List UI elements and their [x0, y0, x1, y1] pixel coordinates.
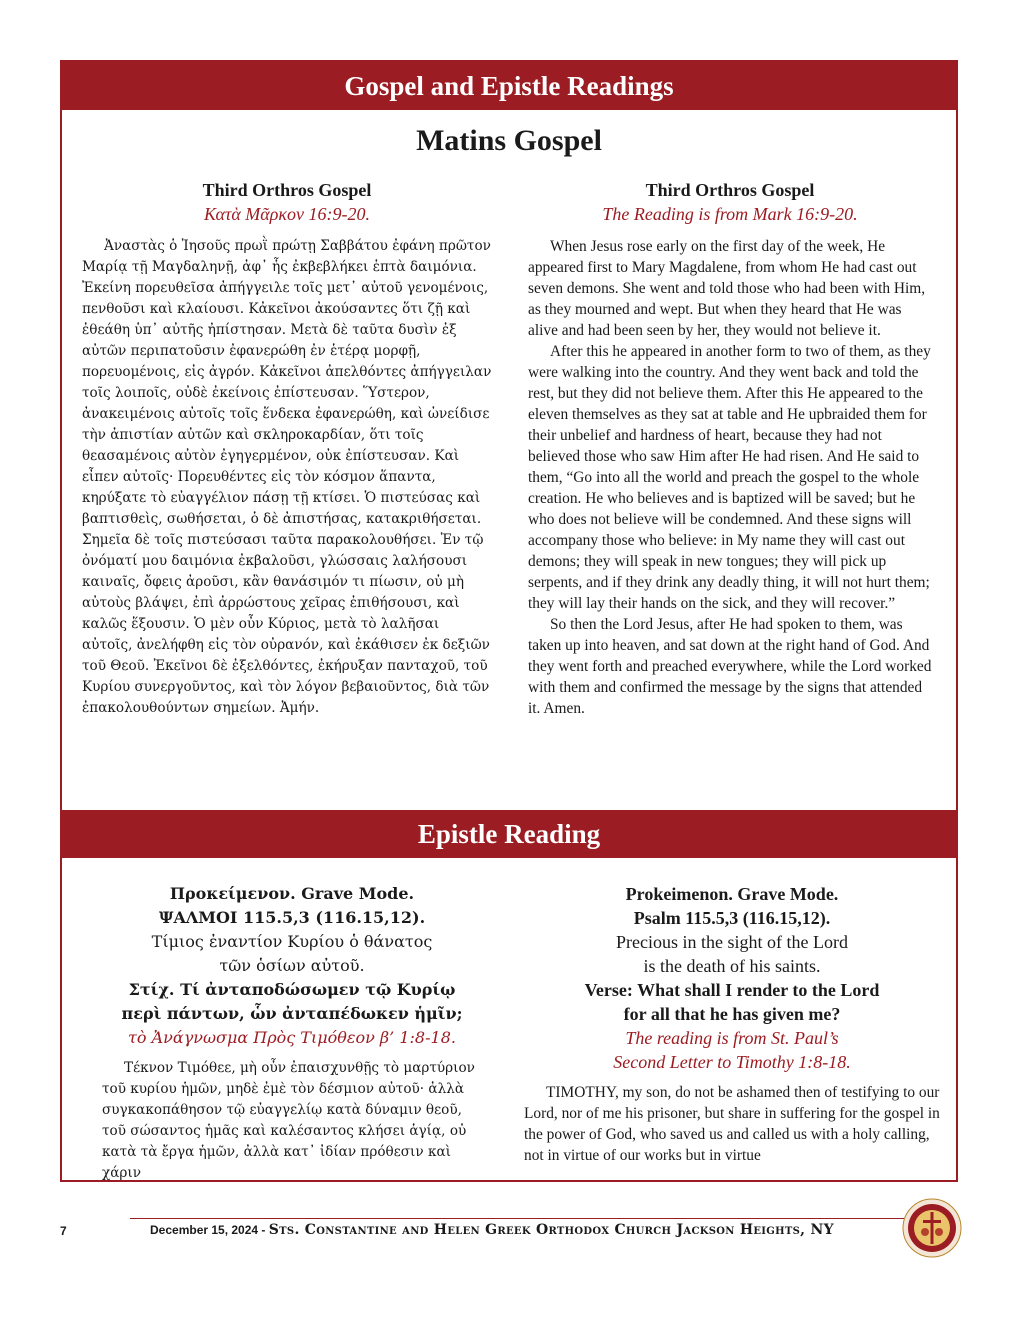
epistle-english-column [524, 882, 940, 1166]
gospel-greek-title: Third Orthros Gospel [202, 180, 372, 200]
psalm-line-greek: Τίμιος ἐναντίον Κυρίου ὁ θάνατος [151, 932, 433, 951]
epistle-banner: Epistle Reading [62, 810, 956, 858]
readings-banner: Gospel and Epistle Readings [62, 62, 956, 110]
footer-separator: - [261, 1223, 266, 1237]
verse-english: Verse: What shall I render to the Lord [584, 980, 880, 1000]
psalm-line-greek: τῶν ὁσίων αὐτοῦ. [219, 956, 365, 975]
epistle-greek-column [102, 882, 482, 1184]
psalm-greek: ΨΑΛΜΟΙ 115.5,3 (116.15,12). [158, 908, 426, 927]
gospel-english-title: Third Orthros Gospel [645, 180, 815, 200]
verse-english: for all that he has given me? [623, 1004, 841, 1024]
psalm-line-english: Precious in the sight of the Lord [616, 932, 848, 952]
footer-info [150, 1222, 834, 1238]
footer-date: December 15, 2024 [150, 1223, 259, 1237]
footer-church-name: Sts. Constantine and Helen Greek Orthodox Church Jackson Heights, NY [268, 1222, 834, 1238]
page-footer [60, 1222, 958, 1242]
psalm-line-english: is the death of his saints. [643, 956, 821, 976]
footer-divider [130, 1218, 956, 1219]
page-number: 7 [60, 1224, 67, 1238]
gospel-english-column [528, 178, 932, 719]
epistle-greek-reference: τὸ Ἀνάγνωσμα Πρὸς Τιμόθεον β’ 1:8-18. [128, 1028, 456, 1047]
gospel-english-reference: The Reading is from Mark 16:9-20. [602, 204, 858, 224]
epistle-english-reference: Second Letter to Timothy 1:8-18. [613, 1052, 851, 1072]
verse-greek: Στίχ. Τί ἀνταποδώσωμεν τῷ Κυρίῳ [128, 980, 456, 999]
gospel-greek-text: Ἀναστὰς ὁ Ἰησοῦς πρωῒ πρώτῃ Σαββάτου ἐφάνη πρῶτον Μαρίᾳ τῇ Μαγδαληνῇ, ἀφ᾽ ἧς ἐκβεβλήκει ἑπτὰ δαιμόνια. Ἐκείνη πορευθεῖσα ἀπήγγειλε τοῖς μετ᾽ αὐτοῦ γενομένοις, πενθοῦσι καὶ κλαίουσι. Κἀκεῖνοι ἀκούσαντες ὅτι ζῇ καὶ ἐθεάθη ὑπ᾽ αὐτῆς ἠπίστησαν. Μετὰ δὲ ταῦτα δυσὶν ἐξ αὐτῶν περιπατοῦσιν ἐφανερώθη ἐν ἑτέρᾳ μορφῇ, πορευομένοις, εἰς ἀγρόν. Κἀκεῖνοι ἀπελθόντες ἀπήγγειλαν τοῖς λοιποῖς, οὐδὲ ἐκείνοις ἐπίστευσαν. Ὕστερον, ἀνακειμένοις αὐτοῖς τοῖς ἕνδεκα ἐφανερώθη, καὶ ὠνείδισε τὴν ἀπιστίαν αὐτῶν καὶ σκληροκαρδίαν, ὅτι τοῖς θεασαμένοις αὐτὸν ἐγηγερμένον, οὐκ ἐπίστευσαν. Καὶ εἶπεν αὐτοῖς· Πορευθέντες εἰς τὸν κόσμον ἅπαντα, κηρύξατε τὸ εὐαγγέλιον πάσῃ τῇ κτίσει. Ὁ πιστεύσας καὶ βαπτισθεὶς, σωθήσεται, ὁ δὲ ἀπιστήσας, κατακριθήσεται. Σημεῖα δὲ τοῖς πιστεύσασι ταῦτα παρακολουθήσει. Ἐν τῷ ὀνόματί μου δαιμόνια ἐκβαλοῦσι, γλώσσαις λαλήσουσι καιναῖς, ὄφεις ἀροῦσι, κἂν θανάσιμόν τι πίωσιν, οὐ μὴ αὐτοὺς βλάψει, ἐπὶ ἀρρώστους χεῖρας ἐπιθήσουσι, καὶ καλῶς ἕξουσιν. Ὁ μὲν οὖν Κύριος, μετὰ τὸ λαλῆσαι αὐτοῖς, ἀνελήφθη εἰς τὸν οὐρανόν, καὶ ἐκάθισεν ἐκ δεξιῶν τοῦ Θεοῦ. Ἐκεῖνοι δὲ ἐξελθόντες, ἐκήρυξαν πανταχοῦ, τοῦ Κυρίου συνεργοῦντος, καὶ τὸν λόγον βεβαιοῦντος, διὰ τῶν ἐπακολουθούντων σημείων. Ἀμήν. [82, 238, 492, 716]
epistle-english-reference: The reading is from St. Paul’s [625, 1028, 839, 1048]
prokeimenon-greek: Προκείμενον. Grave Mode. [169, 884, 415, 903]
church-seal-icon [902, 1198, 962, 1258]
epistle-greek-text: Τέκνον Τιμόθεε, μὴ οὖν ἐπαισχυνθῇς τὸ μαρτύριον τοῦ κυρίου ἡμῶν, μηδὲ ἐμὲ τὸν δέσμιον αὐτοῦ· ἀλλὰ συγκακοπάθησον τῷ εὐαγγελίῳ κατὰ δύναμιν θεοῦ, τοῦ σώσαντος ἡμᾶς καὶ καλέσαντος κλήσει ἁγίᾳ, οὐ κατὰ τὰ ἔργα ἡμῶν, ἀλλὰ κατ᾽ ἰδίαν πρόθεσιν καὶ χάριν [102, 1060, 475, 1181]
gospel-greek-column [82, 178, 492, 719]
gospel-english-paragraph: After this he appeared in another form to two of them, as they were walking into the country. And they went back and told the rest, but they did not believe them. After this He appeared to the eleven themselves as they sat at table and He upbraided them for their unbelief and hardness of heart, because they had not believed those who saw Him after He had risen. And He said to them, “Go into all the world and preach the gospel to the whole creation. He who believes and is baptized will be saved; but he who does not believe will be condemned. And these signs will accompany those who believe: in My name they will cast out demons; they will speak in new tongues; they will pick up serpents, and if they drink any deadly thing, it will not hurt them; they will lay their hands on the sick, and they will recover.” [528, 343, 931, 612]
verse-greek: περὶ πάντων, ὧν ἀνταπέδωκεν ἡμῖν; [121, 1004, 463, 1023]
readings-frame [60, 60, 958, 1182]
gospel-english-paragraph: When Jesus rose early on the first day of the week, He appeared first to Mary Magdalene, from whom He had cast out seven demons. She went and told those who had been with Him, as they mourned and wept. But when they heard that He was alive and had been seen by her, they would not believe it. [528, 238, 926, 339]
epistle-english-text: TIMOTHY, my son, do not be ashamed then of testifying to our Lord, nor of me his prisoner, but share in suffering for the gospel in the power of God, who saved us and called us with a holy calling, not in virtue of our works but in virtue [524, 1084, 940, 1164]
gospel-greek-reference: Κατὰ Μᾶρκον 16:9-20. [203, 204, 371, 224]
prokeimenon-english: Prokeimenon. Grave Mode. [625, 884, 839, 904]
psalm-english: Psalm 115.5,3 (116.15,12). [633, 908, 831, 928]
matins-gospel-title: Matins Gospel [416, 124, 602, 157]
gospel-english-paragraph: So then the Lord Jesus, after He had spoken to them, was taken up into heaven, and sat down at the right hand of God. And they went forth and preached everywhere, while the Lord worked with them and confirmed the message by the signs that attended it. Amen. [528, 616, 932, 717]
